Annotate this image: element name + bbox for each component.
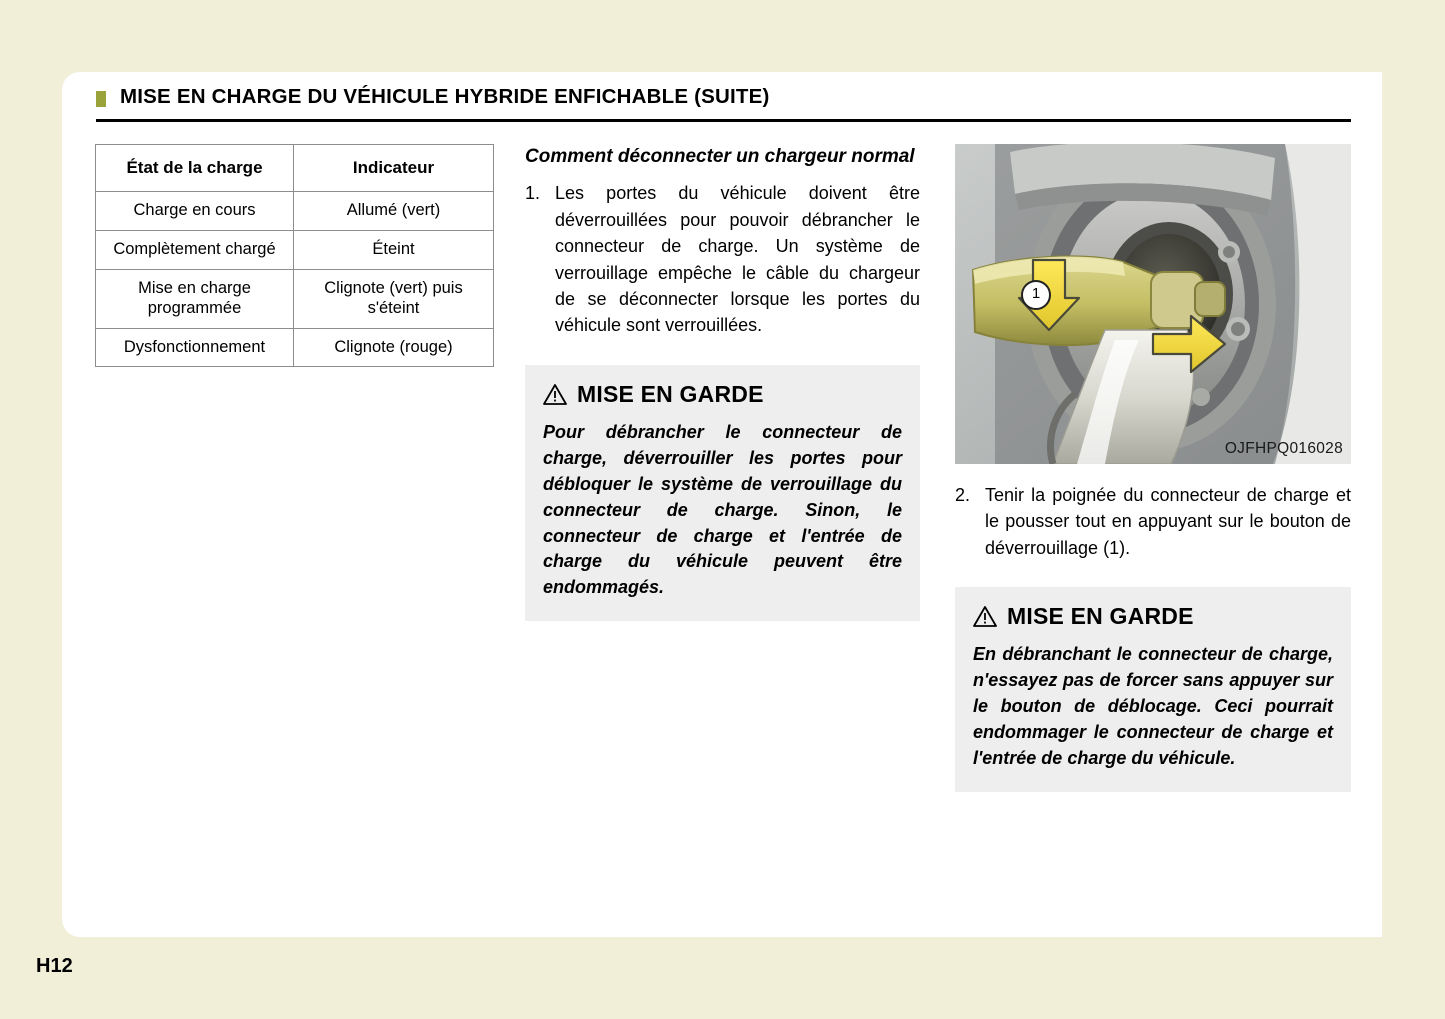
charge-status-table	[95, 144, 494, 367]
table-header-row	[96, 145, 494, 192]
manual-page	[62, 72, 1382, 937]
warning-title: MISE EN GARDE	[1007, 603, 1194, 630]
list-item-number: 2.	[955, 485, 971, 505]
right-step-list	[955, 482, 1351, 561]
page-number: H12	[36, 955, 73, 977]
table-cell-indicator: Allumé (vert)	[294, 192, 494, 231]
page-header	[96, 85, 1351, 122]
warning-box-middle	[525, 365, 920, 621]
warning-triangle-icon	[973, 606, 997, 627]
warning-triangle-icon	[543, 384, 567, 405]
list-item	[955, 482, 1351, 561]
warning-body: En débranchant le connecteur de charge, n'essayez pas de forcer sans appuyer sur le bouton de déblocage. Ceci pourrait endommager le connecteur de charge et l'entrée de charge du véhicule.	[973, 644, 1333, 768]
table-header-cell: Indicateur	[294, 145, 494, 192]
list-item	[525, 180, 920, 339]
list-item-text: Tenir la poignée du connecteur de charge et le pousser tout en appuyant sur le bouton de déverrouillage (1).	[985, 485, 1351, 558]
table-cell-state: Charge en cours	[96, 192, 294, 231]
table-cell-indicator: Clignote (rouge)	[294, 328, 494, 367]
charge-connector-illustration	[955, 144, 1351, 464]
page-title: MISE EN CHARGE DU VÉHICULE HYBRIDE ENFICHABLE (SUITE)	[120, 85, 770, 108]
section-subheading: Comment déconnecter un chargeur normal	[525, 146, 915, 167]
table-cell-state: Dysfonctionnement	[96, 328, 294, 367]
figure-callout-1: 1	[1021, 280, 1051, 310]
warning-title: MISE EN GARDE	[577, 380, 764, 407]
header-bullet-icon	[96, 91, 106, 107]
warning-header	[973, 603, 1333, 630]
middle-step-list	[525, 180, 920, 339]
table-cell-state: Complètement chargé	[96, 231, 294, 270]
table-row	[96, 328, 494, 367]
table-header-cell: État de la charge	[96, 145, 294, 192]
left-column	[95, 144, 495, 367]
right-column	[955, 144, 1351, 792]
middle-column	[525, 144, 920, 621]
table-row	[96, 192, 494, 231]
table-cell-state: Mise en charge programmée	[96, 269, 294, 328]
figure-caption: OJFHPQ016028	[1224, 440, 1343, 457]
charge-connector-figure	[955, 144, 1351, 464]
list-item-text: Les portes du véhicule doivent être déverrouillées pour pouvoir débrancher le connecteur de charge. Un système de verrouillage empêche le câble du chargeur de se déconnecter lorsque les portes du véhicule sont verrouillées.	[555, 183, 920, 336]
warning-box-right	[955, 587, 1351, 792]
warning-body: Pour débrancher le connecteur de charge, déverrouiller les portes pour débloquer le système de verrouillage du connecteur de charge. Sinon, le connecteur de charge et l'entrée de charge du véhicule peuvent être endommagés.	[543, 421, 902, 598]
warning-header	[543, 381, 902, 408]
table-cell-indicator: Clignote (vert) puis s'éteint	[294, 269, 494, 328]
list-item-number: 1.	[525, 183, 541, 204]
table-row	[96, 231, 494, 270]
table-cell-indicator: Éteint	[294, 231, 494, 270]
table-row	[96, 269, 494, 328]
